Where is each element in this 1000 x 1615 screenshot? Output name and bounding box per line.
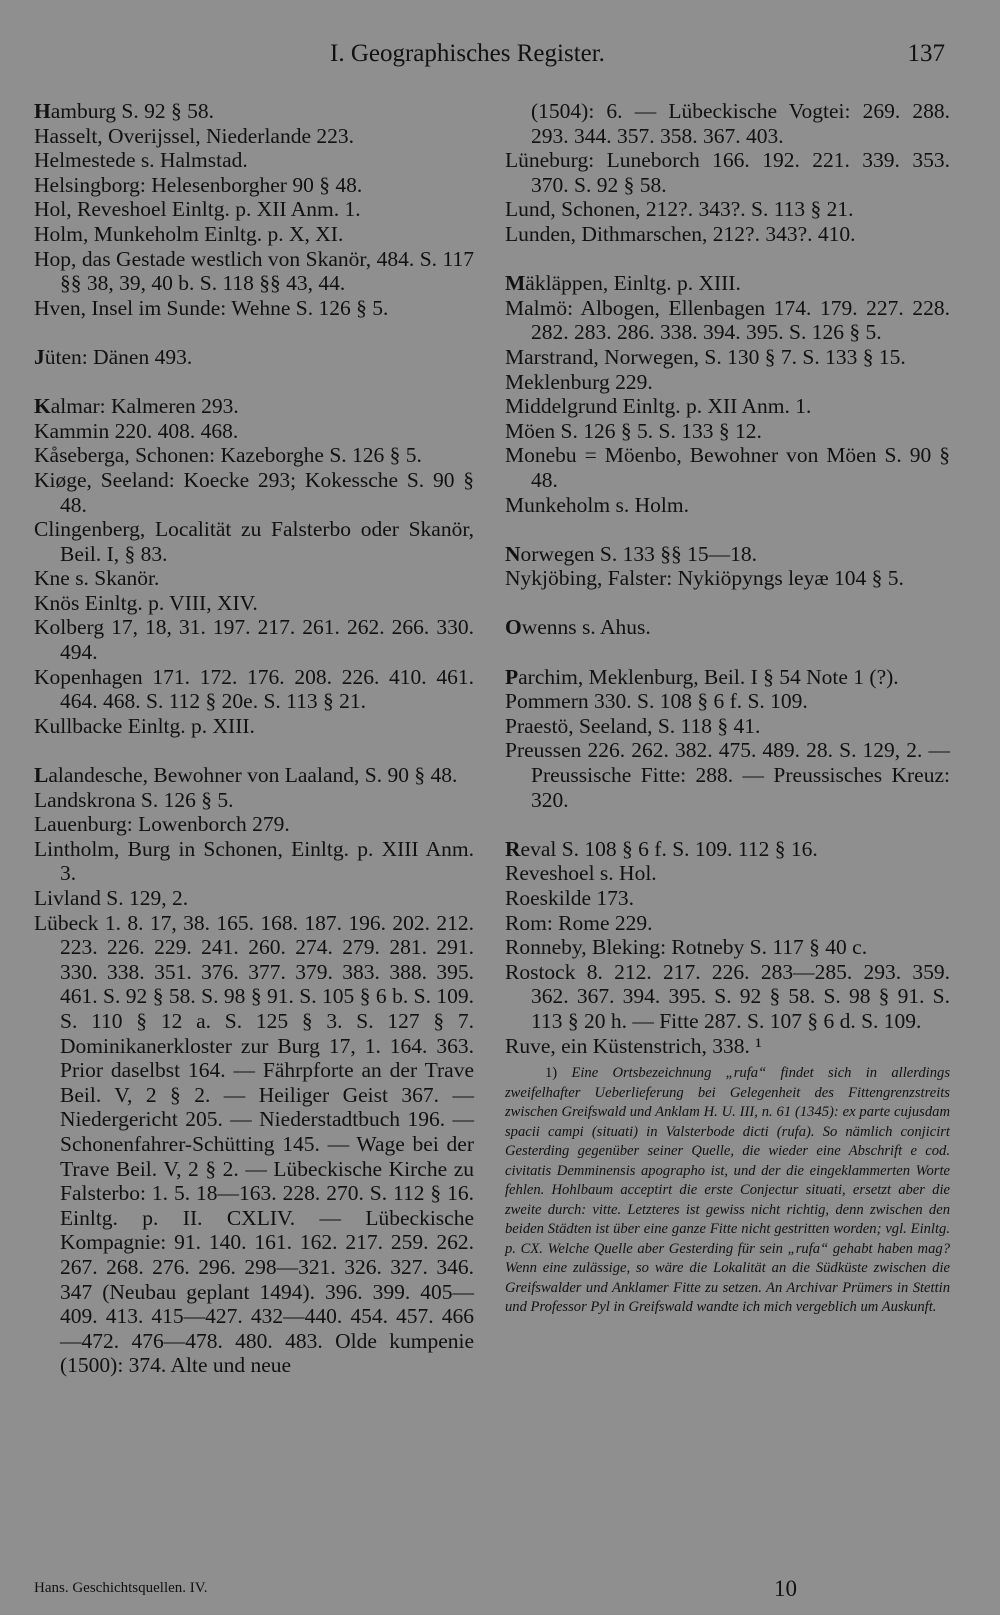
- index-entry: [34, 837, 474, 886]
- entry-text: Hop, das Gestade westlich von Skanör, 484. S. 117 §§ 38, 39, 40 b. S. 118 §§ 43, 44.: [34, 246, 474, 296]
- index-entry: [34, 296, 474, 321]
- left-column: [34, 99, 474, 1378]
- section-initial: M: [505, 271, 526, 296]
- section-gap: [34, 320, 474, 345]
- entry-text: almar: Kalmeren 293.: [50, 394, 239, 419]
- section-initial: O: [505, 615, 522, 640]
- index-entry: [34, 99, 474, 124]
- index-entry: [505, 370, 950, 395]
- entry-text: Kolberg 17, 18, 31. 197. 217. 261. 262. 266. 330. 494.: [34, 615, 474, 665]
- entry-text: Lübeck 1. 8. 17, 38. 165. 168. 187. 196. 202. 212. 223. 226. 229. 241. 260. 274. 279. 281. 291. 330. 338. 351. 376. 377. 379. 383. 388. 395. 461. S. 92 § 58. S. 98 § 91. S. 105 § 6 b. S. 109. S. 110 § 12 a. S. 125 § 3. S. 127 § 7. Dominikanerkloster zur Burg 17, 1. 164. 363. Prior daselbst 164. — Fährpforte an der Trave Beil. V, 2 § 2. — Heiliger Geist 367. — Niedergericht 205. — Niederstadtbuch 196. — Schonenfahrer-Schütting 145. — Wage bei der Trave Beil. V, 2 § 2. — Lübeckische Kirche zu Falsterbo: 1. 5. 18—163. 228. 270. S. 112 § 16. Einltg. p. II. CXLIV. — Lübeckische Kompagnie: 91. 140. 161. 162. 217. 259. 262. 267. 268. 276. 296. 298—321. 326. 327. 346. 347 (Neubau geplant 1494). 396. 399. 405—409. 413. 415—427. 432—440. 454. 457. 466—472. 476—478. 480. 483. Olde kumpenie (1500): 374. Alte und neue: [34, 910, 474, 1378]
- index-entry: [505, 197, 950, 222]
- index-entry: [505, 443, 950, 492]
- entry-text: Kopenhagen 171. 172. 176. 208. 226. 410. 461. 464. 468. S. 112 § 20e. S. 113 § 21.: [34, 664, 474, 714]
- page-footer: [34, 1576, 954, 1604]
- index-entry: [505, 345, 950, 370]
- section-title: I. Geographisches Register.: [330, 40, 605, 67]
- section-initial: K: [34, 394, 51, 419]
- entry-text: Middelgrund Einltg. p. XII Anm. 1.: [505, 394, 812, 419]
- index-entry: [34, 468, 474, 517]
- index-entry: [505, 99, 950, 148]
- entry-text: Helsingborg: Helesenborgher 90 § 48.: [34, 172, 363, 197]
- section-gap: [34, 370, 474, 395]
- index-entry: [505, 615, 950, 640]
- entry-text: Monebu = Möenbo, Bewohner von Möen S. 90 § 48.: [505, 443, 950, 492]
- entry-text: Kåseberga, Schonen: Kazeborghe S. 126 § 5.: [34, 443, 422, 468]
- entry-text: Preussen 226. 262. 382. 475. 489. 28. S. 129, 2. — Preussische Fitte: 288. — Preussisches Kreuz: 320.: [505, 738, 950, 812]
- entry-text: Rostock 8. 212. 217. 226. 283—285. 293. 359. 362. 367. 394. 395. S. 92 § 58. S. 98 § 91. S. 113 § 20 h. — Fitte 287. S. 107 § 6 d. S. 109.: [505, 959, 950, 1033]
- index-entry: [505, 148, 950, 197]
- entry-text: Munkeholm s. Holm.: [505, 492, 689, 517]
- index-entry: [34, 665, 474, 714]
- entry-text: Livland S. 129, 2.: [34, 886, 189, 910]
- running-header: [330, 40, 945, 74]
- entry-text: Reveshoel s. Hol.: [505, 861, 657, 886]
- index-entry: [505, 296, 950, 345]
- section-gap: [505, 640, 950, 665]
- index-entry: [505, 837, 950, 862]
- index-entry: [34, 173, 474, 198]
- entry-text: Knös Einltg. p. VIII, XIV.: [34, 590, 258, 615]
- index-entry: [34, 517, 474, 566]
- entry-text: alandesche, Bewohner von Laaland, S. 90 § 48.: [48, 763, 458, 788]
- index-entry: [505, 419, 950, 444]
- index-entry: [34, 247, 474, 296]
- index-entry: [34, 148, 474, 173]
- index-entry: [505, 665, 950, 690]
- right-column: [505, 99, 950, 1318]
- entry-text: Roeskilde 173.: [505, 886, 634, 910]
- entry-text: Landskrona S. 126 § 5.: [34, 787, 234, 812]
- entry-text: Lund, Schonen, 212?. 343?. S. 113 § 21.: [505, 197, 854, 222]
- index-entry: [34, 222, 474, 247]
- entry-text: Ruve, ein Küstenstrich, 338. ¹: [505, 1033, 762, 1058]
- entry-text: äkläppen, Einltg. p. XIII.: [525, 271, 741, 296]
- index-entry: [34, 886, 474, 911]
- entry-text: Clingenberg, Localität zu Falsterbo oder Skanör, Beil. I, § 83.: [34, 517, 474, 566]
- index-entry: [34, 615, 474, 664]
- index-entry: [34, 197, 474, 222]
- index-entry: [34, 124, 474, 149]
- entry-text: Hven, Insel im Sunde: Wehne S. 126 § 5.: [34, 295, 389, 320]
- index-entry: [505, 222, 950, 247]
- index-entry: [34, 763, 474, 788]
- entry-text: Lunden, Dithmarschen, 212?. 343?. 410.: [505, 221, 856, 246]
- entry-text: Hol, Reveshoel Einltg. p. XII Anm. 1.: [34, 197, 361, 222]
- section-initial: L: [34, 763, 49, 788]
- index-entry: [505, 271, 950, 296]
- index-entry: [34, 788, 474, 813]
- index-entry: [34, 443, 474, 468]
- index-entry: [505, 566, 950, 591]
- index-entry: [34, 911, 474, 1378]
- entry-text: Nykjöbing, Falster: Nykiöpyngs leyæ 104 § 5.: [505, 566, 904, 591]
- index-entry: [34, 714, 474, 739]
- entry-text: Lüneburg: Luneborch 166. 192. 221. 339. 353. 370. S. 92 § 58.: [505, 148, 950, 197]
- section-initial: R: [505, 836, 521, 861]
- index-entry: [34, 566, 474, 591]
- entry-text: eval S. 108 § 6 f. S. 109. 112 § 16.: [520, 836, 818, 861]
- entry-text: Kiøge, Seeland: Koecke 293; Kokessche S. 90 § 48.: [34, 467, 474, 517]
- section-gap: [505, 812, 950, 837]
- entry-text: Malmö: Albogen, Ellenbagen 174. 179. 227. 228. 282. 283. 286. 338. 394. 395. S. 126 § 5.: [505, 295, 950, 345]
- index-entry: [34, 394, 474, 419]
- entry-text: archim, Meklenburg, Beil. I § 54 Note 1 (?).: [518, 664, 899, 689]
- index-entry: [505, 394, 950, 419]
- section-initial: H: [34, 99, 51, 123]
- entry-text: Kammin 220. 408. 468.: [34, 418, 239, 443]
- right-column-entries: [505, 99, 950, 1058]
- section-gap: [34, 738, 474, 763]
- index-entry: [505, 911, 950, 936]
- index-entry: [505, 542, 950, 567]
- entry-text: Meklenburg 229.: [505, 369, 653, 394]
- entry-text: Pommern 330. S. 108 § 6 f. S. 109.: [505, 689, 808, 714]
- entry-text: üten: Dänen 493.: [44, 344, 193, 369]
- index-entry: [34, 345, 474, 370]
- entry-text: Helmestede s. Halmstad.: [34, 148, 248, 173]
- entry-text: amburg S. 92 § 58.: [50, 99, 214, 123]
- index-entry: [34, 591, 474, 616]
- entry-text: Hasselt, Overijssel, Niederlande 223.: [34, 123, 355, 148]
- entry-text: Möen S. 126 § 5. S. 133 § 12.: [505, 418, 762, 443]
- index-entry: [505, 738, 950, 812]
- section-gap: [505, 517, 950, 542]
- index-entry: [505, 960, 950, 1034]
- entry-text: Praestö, Seeland, S. 118 § 41.: [505, 713, 761, 738]
- section-initial: P: [505, 664, 519, 689]
- section-initial: N: [505, 541, 521, 566]
- index-entry: [34, 419, 474, 444]
- footnote-number: 1): [545, 1065, 558, 1082]
- entry-text: Holm, Munkeholm Einltg. p. X, XI.: [34, 221, 344, 246]
- footnote: [505, 1064, 950, 1318]
- entry-text: Rom: Rome 229.: [505, 910, 653, 935]
- series-title: Hans. Geschichtsquellen. IV.: [34, 1580, 208, 1596]
- entry-text: Marstrand, Norwegen, S. 130 § 7. S. 133 § 15.: [505, 344, 906, 369]
- section-gap: [505, 247, 950, 272]
- entry-text: Kullbacke Einltg. p. XIII.: [34, 713, 255, 738]
- index-entry: [505, 493, 950, 518]
- index-entry: [505, 1034, 950, 1059]
- signature-mark: 10: [774, 1576, 797, 1601]
- index-entry: [505, 935, 950, 960]
- index-entry: [505, 861, 950, 886]
- entry-text: orwegen S. 133 §§ 15—18.: [520, 541, 758, 566]
- entry-text: Lintholm, Burg in Schonen, Einltg. p. XIII Anm. 3.: [34, 836, 474, 886]
- page-number: 137: [907, 40, 945, 67]
- index-entry: [34, 812, 474, 837]
- entry-text: wenns s. Ahus.: [521, 615, 651, 640]
- section-gap: [505, 591, 950, 616]
- entry-text: (1504): 6. — Lübeckische Vogtei: 269. 288. 293. 344. 357. 358. 367. 403.: [531, 99, 950, 148]
- footnote-text: Eine Ortsbezeichnung „rufa“ findet sich in allerdings zweifelhafter Ueberlieferung bei Gelegenheit des Fittengrenzstreits zwischen Greifswald und Anklam H. U. III, n. 61 (1345): ex parte cujusdam spacii campi (situati) in Valsterbode dicti (rufa). So nämlich conjicirt Gesterding gegenüber seiner Quelle, die wieder eine Abschrift e cod. civitatis Demminensis apographo ist, und der die eingeklammerten Worte fehlen. Hohlbaum acceptirt die erste Conjectur situati, ersetzt aber die zweite durch: vitte. Letzteres ist gewiss nicht richtig, denn zwischen den beiden Städten ist über eine ganze Fitte nicht gestritten worden; vgl. Einltg. p. CX. Welche Quelle aber Gesterding für sein „rufa“ gehabt haben mag? Wenn eine zulässige, so wäre die Lokalität an die Südküste zwischen die Greifswalder und Anklamer Fitte zu setzen. An Archivar Prümers in Stettin und Professor Pyl in Greifswald wandte ich mich vergeblich um Auskunft.: [505, 1065, 950, 1316]
- section-initial: J: [34, 344, 45, 369]
- index-entry: [505, 886, 950, 911]
- index-entry: [505, 689, 950, 714]
- entry-text: Ronneby, Bleking: Rotneby S. 117 § 40 c.: [505, 935, 868, 960]
- entry-text: Kne s. Skanör.: [34, 566, 160, 591]
- entry-text: Lauenburg: Lowenborch 279.: [34, 812, 290, 837]
- index-entry: [505, 714, 950, 739]
